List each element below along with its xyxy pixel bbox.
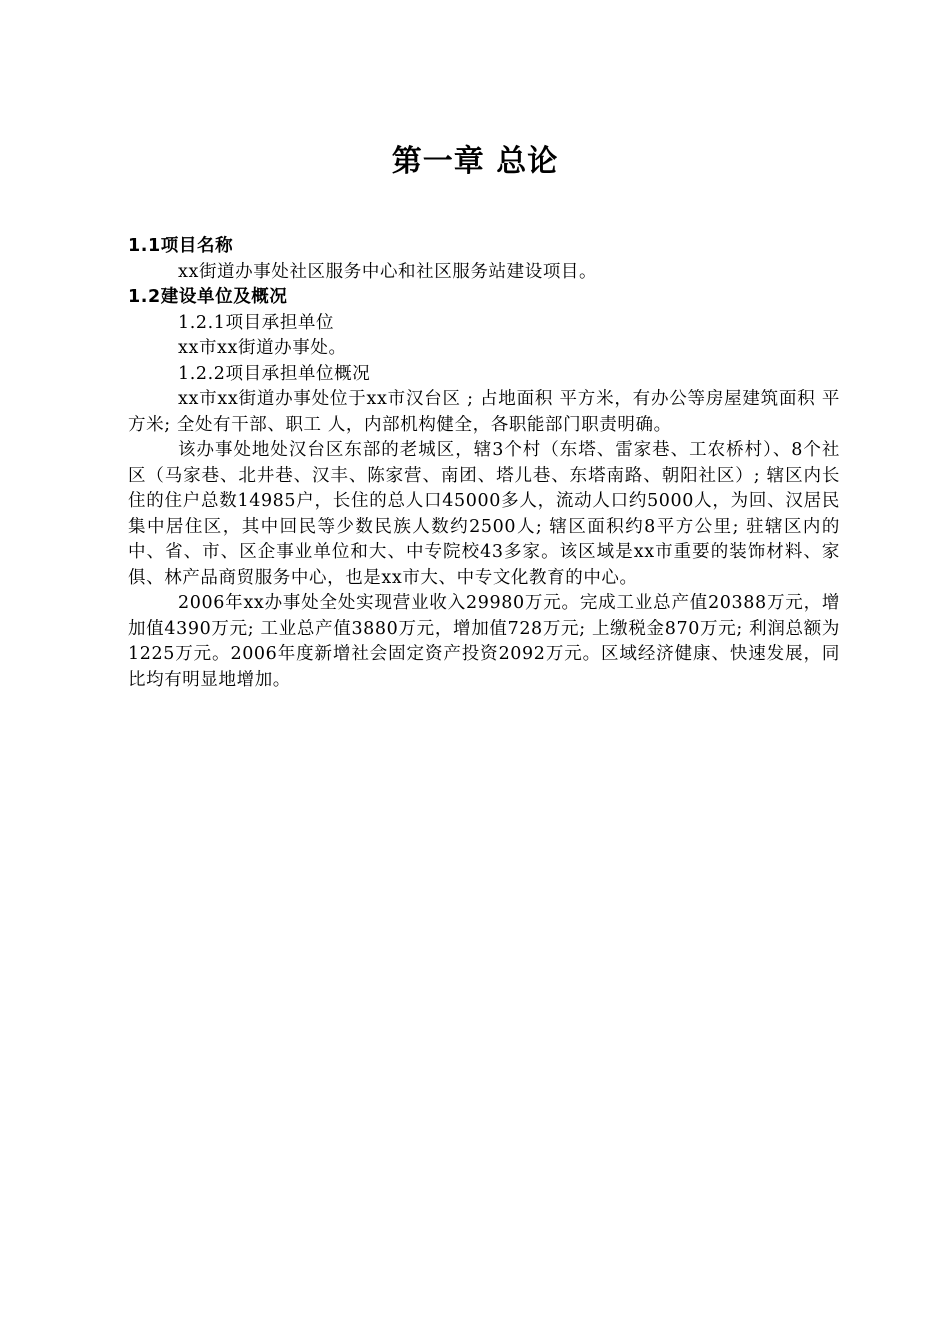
overview-paragraph: xx市xx街道办事处位于xx市汉台区 ; 占地面积 平方米，有办公等房屋建筑面积 平方米; 全处有干部、职工 人，内部机构健全，各职能部门职责明确。 — [128, 389, 840, 435]
subsection-heading-1-2-2: 1.2.2项目承担单位概况 — [178, 363, 371, 384]
undertaking-unit-text: xx市xx街道办事处。 — [178, 338, 347, 358]
document-body — [128, 234, 840, 693]
economy-paragraph: 2006年xx办事处全处实现营业收入29980万元。完成工业总产值20388万元，增加值4390万元; 工业总产值3880万元，增加值728万元; 上缴税金870万元; 利润总额为1225万元。2006年度新增社会固定资产投资2092万元。区域经济健康、快速发展，同比均有明显地增加。 — [128, 593, 840, 690]
subsection-heading-1-2-1: 1.2.1项目承担单位 — [178, 312, 335, 333]
project-name-text: xx街道办事处社区服务中心和社区服务站建设项目。 — [178, 261, 598, 282]
section-heading-1-2: 1.2建设单位及概况 — [128, 287, 288, 307]
location-paragraph: 该办事处地处汉台区东部的老城区，辖3个村（东塔、雷家巷、工农桥村）、8个社区（马家巷、北井巷、汉丰、陈家营、南团、塔儿巷、东塔南路、朝阳社区）; 辖区内长住的住户总数14985户，长住的总人口45000多人，流动人口约5000人，为回、汉居民集中居住区，其中回民等少数民族人数约2500人; 辖区面积约8平方公里; 驻辖区内的中、省、市、区企事业单位和大、中专院校43多家。该区域是xx市重要的装饰材料、家俱、林产品商贸服务中心，也是xx市大、中专文化教育的中心。 — [128, 440, 840, 588]
chapter-title: 第一章 总论 — [391, 144, 559, 179]
section-heading-1-1: 1.1项目名称 — [128, 236, 234, 256]
